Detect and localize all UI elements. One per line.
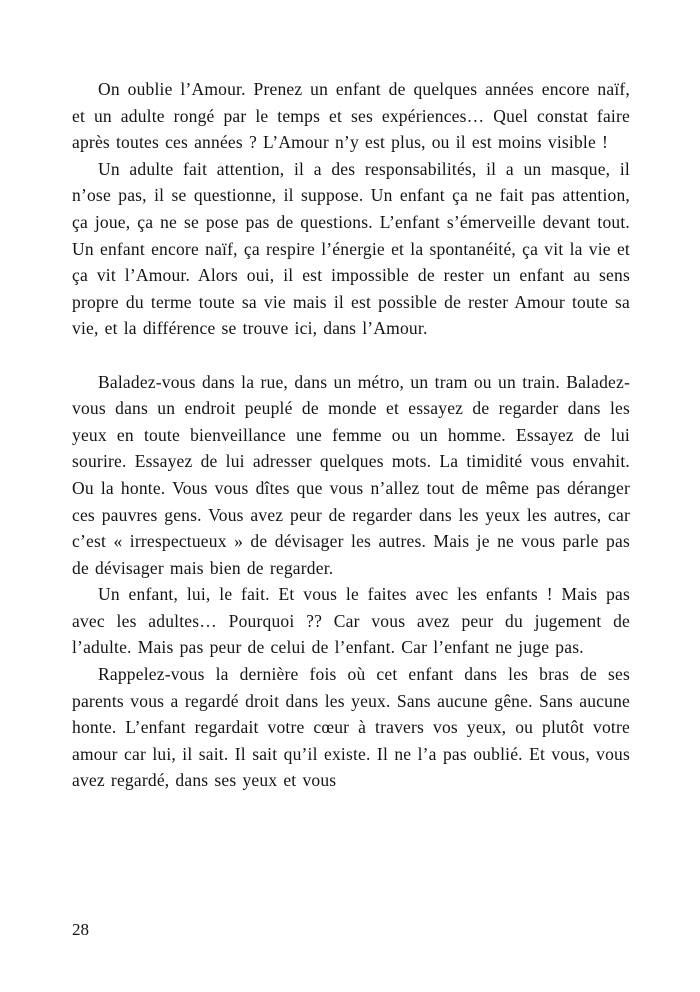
page-number: 28 [72,920,89,939]
paragraph-1: On oublie l’Amour. Prenez un enfant de quelques années encore naïf, et un adulte rongé par le temps et ses expériences… Quel constat faire après toutes ces années ? L’Amour n’y est plus, ou il est moins visible ! [72,79,630,153]
paragraph-4: Un enfant, lui, le fait. Et vous le faites avec les enfants ! Mais pas avec les adultes… Pourquoi ?? Car vous avez peur du jugement de l’adulte. Mais pas peur de celui de l’enfant. Car l’enfant ne juge pas. [72,584,630,658]
paragraph-2: Un adulte fait attention, il a des responsabilités, il a un masque, il n’ose pas, il se questionne, il suppose. Un enfant ça ne fait pas attention, ça joue, ça ne se pose pas de questions. L’enfant s’émerveille devant tout. Un enfant encore naïf, ça respire l’énergie et la spontanéité, ça vit la vie et ça vit l’Amour. Alors oui, il est impossible de rester un enfant au sens propre du terme toute sa vie mais il est possible de rester Amour toute sa vie, et la différence se trouve ici, dans l’Amour. [72,158,630,339]
paragraph-5: Rappelez-vous la dernière fois où cet enfant dans les bras de ses parents vous a regardé droit dans les yeux. Sans aucune gêne. Sans aucune honte. L’enfant regardait votre cœur à travers vos yeux, ou plutôt votre amour car lui, il sait. Il sait qu’il existe. Il ne l’a pas oublié. Et vous, vous avez regardé, dans ses yeux et vous [72,664,630,791]
paragraph-break [72,342,630,369]
paragraph-3: Baladez-vous dans la rue, dans un métro, un tram ou un train. Baladez-vous dans un endroit peuplé de monde et essayez de regarder dans les yeux en toute bienveillance une femme ou un homme. Essayez de lui sourire. Essayez de lui adresser quelques mots. La timidité vous envahit. Ou la honte. Vous vous dîtes que vous n’allez tout de même pas déranger ces pauvres gens. Vous avez peur de regarder dans les yeux les autres, car c’est « irrespectueux » de dévisager les autres. Mais je ne vous parle pas de dévisager mais bien de regarder. [72,371,630,578]
body-text [72,76,630,794]
